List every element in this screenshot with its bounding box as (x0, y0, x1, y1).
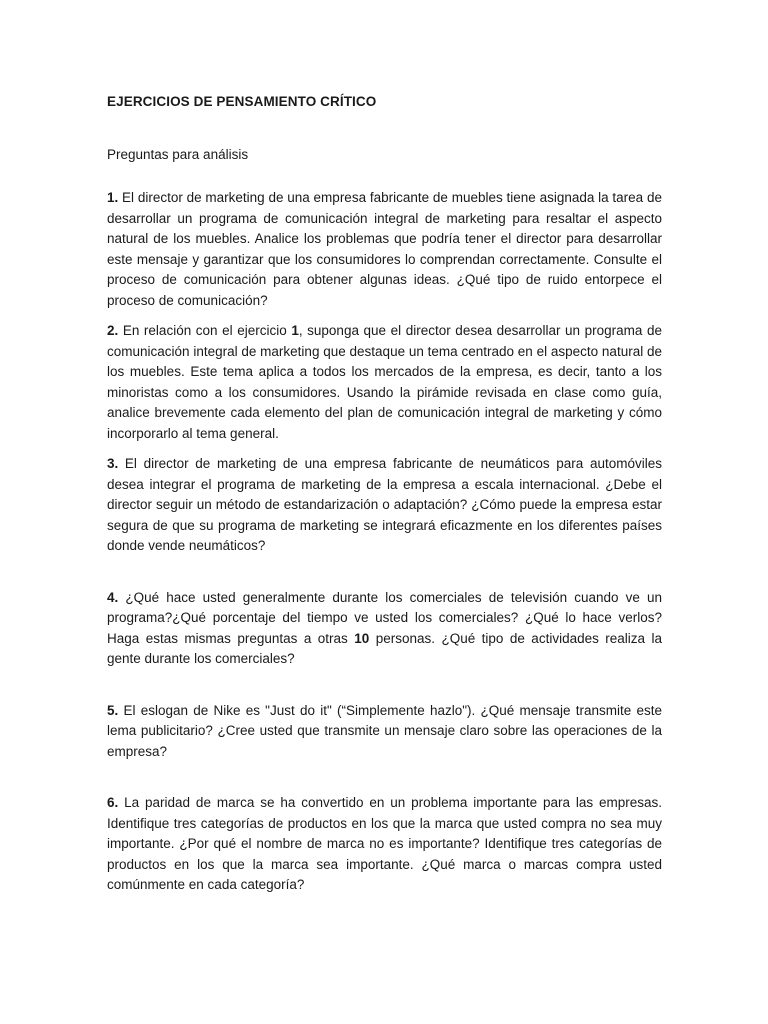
document-title: EJERCICIOS DE PENSAMIENTO CRÍTICO (107, 94, 377, 109)
question-text: El director de marketing de una empresa fabricante de neumáticos para automóviles desea integrar el programa de marketing de la empresa a escala internacional. ¿Debe el director seguir un método de estandarización o adaptación? ¿Cómo puede la empresa estar segura de que su programa de marketing se integrará eficazmente en los diferentes países donde vende neumáticos? (107, 456, 662, 553)
question-number: 3. (107, 456, 119, 471)
question-3 (107, 454, 662, 557)
question-text-part: personas. ¿Qué tipo de actividades realiza la gente durante los comerciales? (107, 630, 663, 666)
question-text: La paridad de marca se ha convertido en un problema importante para las empresas. Identifique tres categorías de productos en los que la marca que usted compra no sea muy importante. ¿Por qué el nombre de marca no es importante? Identifique tres categorías de productos en los que la marca sea importante. ¿Qué marca o marcas compra usted comúnmente en cada categoría? (107, 795, 662, 892)
question-text-part: , suponga que el director desea desarrollar un programa de comunicación integral de marketing que destaque un tema centrado en el aspecto natural de los muebles. Este tema aplica a todos los mercados de la empresa, es decir, tanto a los minoristas como a los consumidores. Usando la pirámide revisada en clase como guía, analice brevemente cada elemento del plan de comunicación integral de marketing y cómo incorporarlo al tema general. (107, 323, 662, 441)
question-number: 2. (107, 323, 119, 338)
question-number: 4. (107, 589, 119, 605)
document-content (107, 92, 662, 896)
question-text-part: ¿Qué hace usted generalmente durante los comerciales de televisión cuando ve un programa?¿Qué porcentaje del tiempo ve usted los comerciales? ¿Qué lo hace verlos? Haga estas mismas preguntas a otras (107, 589, 662, 646)
question-number: 1. (107, 190, 119, 205)
question-2 (107, 321, 662, 444)
question-text: El director de marketing de una empresa fabricante de muebles tiene asignada la tarea de desarrollar un programa de comunicación integral de marketing para resaltar el aspecto natural de los muebles. Analice los problemas que podría tener el director para desarrollar este mensaje y garantizar que los consumidores lo comprendan correctamente. Consulte el proceso de comunicación para obtener algunas ideas. ¿Qué tipo de ruido entorpece el proceso de comunicación? (107, 190, 662, 308)
people-count: 10 (354, 630, 370, 646)
question-text: El eslogan de Nike es "Just do it" (“Simplemente hazlo"). ¿Qué mensaje transmite este lema publicitario? ¿Cree usted que transmite un mensaje claro sobre las operaciones de la empresa? (107, 702, 662, 759)
section-subtitle: Preguntas para análisis (107, 147, 249, 162)
question-5 (107, 701, 662, 763)
question-4 (107, 588, 662, 670)
question-6 (107, 793, 662, 896)
exercise-reference: 1 (291, 323, 299, 338)
question-number: 6. (107, 795, 119, 810)
question-number: 5. (107, 702, 119, 718)
question-1 (107, 188, 662, 311)
question-text-part: En relación con el ejercicio (118, 323, 292, 338)
